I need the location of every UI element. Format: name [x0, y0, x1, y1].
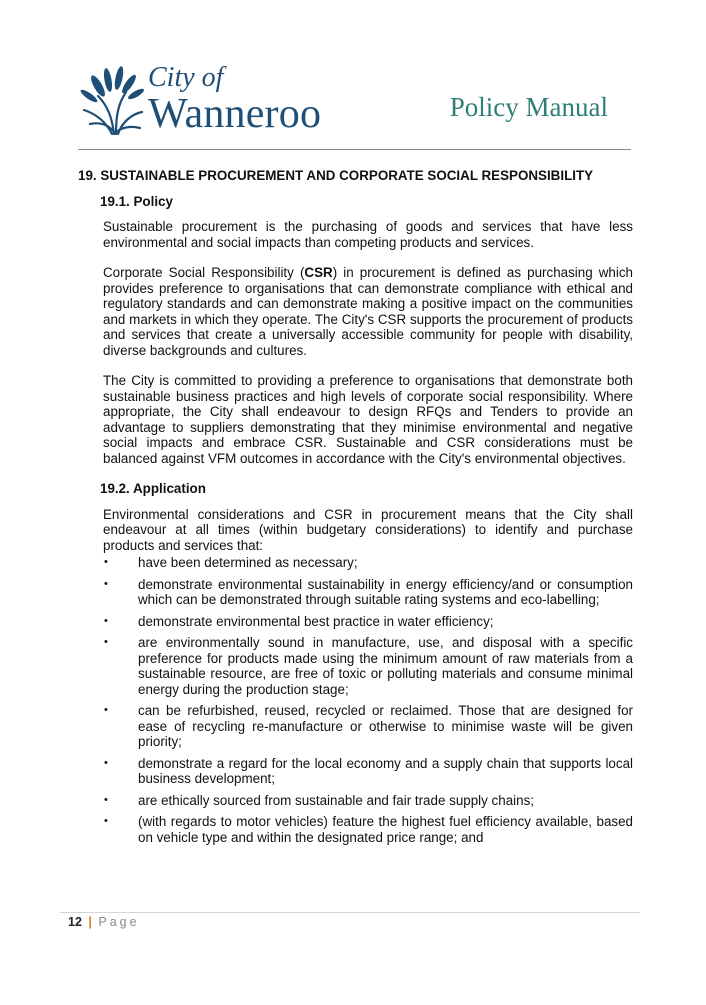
bullet-item: [78, 793, 633, 809]
page-number: 12: [68, 915, 82, 929]
grass-tree-logo-icon: [78, 66, 146, 136]
page-label: Page: [98, 915, 140, 929]
application-bullet-list: [78, 555, 633, 845]
bullet-dot-icon: •: [104, 577, 108, 590]
footer-divider: [60, 912, 640, 913]
application-intro: Environmental considerations and CSR in procurement means that the City shall endeavour at all times (within budgetary considerations) to identify and purchase products and services that:: [103, 506, 633, 553]
bullet-text: can be refurbished, reused, recycled or reclaimed. Those that are designed for ease of recycling re-manufacture or otherwise to minimise waste will be given priority;: [138, 703, 633, 749]
bullet-dot-icon: •: [104, 704, 108, 716]
manual-title: Policy Manual: [449, 92, 608, 122]
policy-paragraph-2: [103, 265, 633, 358]
bullet-dot-icon: •: [104, 614, 108, 627]
bullet-item: [78, 577, 633, 608]
bullet-dot-icon: •: [104, 756, 108, 769]
section-title: 19. SUSTAINABLE PROCUREMENT AND CORPORATE SOCIAL RESPONSIBILITY: [78, 168, 594, 183]
logo-text-city-of: City of: [148, 62, 224, 93]
bullet-text: (with regards to motor vehicles) feature the highest fuel efficiency available, based on vehicle type and within the designated price range; and: [138, 814, 633, 845]
logo-text-wanneroo: Wanneroo: [148, 91, 322, 137]
city-logo: [78, 62, 328, 137]
bullet-text: demonstrate a regard for the local economy and a supply chain that supports local business development;: [138, 755, 633, 786]
bullet-item: [78, 635, 633, 697]
bullet-item: [78, 614, 633, 630]
application-heading: 19.2. Application: [100, 481, 206, 496]
policy-paragraph-2-post: ) in procurement is defined as purchasing which provides preference to organisations that can demonstrate compliance with ethical and regulatory standards and can demonstrate making a positive impact on the communities and markets in which they operate. The City's CSR supports the procurement of products and services that create a universally accessible community for people with disability, diverse backgrounds and cultures.: [103, 265, 633, 358]
bullet-dot-icon: •: [104, 793, 108, 806]
bullet-dot-icon: •: [104, 636, 108, 648]
bullet-text: are ethically sourced from sustainable and fair trade supply chains;: [138, 792, 534, 808]
csr-abbreviation: CSR: [304, 265, 333, 280]
bullet-text: demonstrate environmental best practice in water efficiency;: [138, 613, 494, 629]
footer-separator: |: [88, 915, 92, 929]
policy-paragraph-3: The City is committed to providing a preference to organisations that demonstrate both sustainable business practices and high levels of corporate social responsibility. Where appropriate, the City shall endeavour to design RFQs and Tenders to provide an advantage to suppliers demonstrating that they minimise environmental and negative social impacts and embrace CSR. Sustainable and CSR considerations must be balanced against VFM outcomes in accordance with the City's environmental objectives.: [103, 373, 633, 466]
bullet-text: have been determined as necessary;: [138, 555, 358, 570]
policy-heading: 19.1. Policy: [100, 193, 173, 209]
bullet-dot-icon: •: [104, 815, 108, 827]
bullet-text: demonstrate environmental sustainability in energy efficiency/and or consumption which can be demonstrated through suitable rating systems and eco-labelling;: [138, 576, 633, 607]
bullet-item: [78, 814, 633, 845]
bullet-item: [78, 756, 633, 787]
bullet-item: [78, 555, 633, 571]
document-body: [78, 168, 633, 851]
bullet-item: [78, 703, 633, 750]
bullet-text: are environmentally sound in manufacture, use, and disposal with a specific preference for products made using the minimum amount of raw materials from a sustainable resource, are free of toxic or polluting materials and consume minimal energy during the production stage;: [138, 635, 633, 697]
policy-paragraph-2-pre: Corporate Social Responsibility (: [103, 265, 305, 280]
bullet-dot-icon: •: [104, 556, 108, 568]
header-divider: [78, 149, 631, 150]
page-footer: [68, 915, 140, 929]
policy-paragraph-1: Sustainable procurement is the purchasing of goods and services that have less environmental and social impacts than competing products and services.: [103, 219, 633, 250]
